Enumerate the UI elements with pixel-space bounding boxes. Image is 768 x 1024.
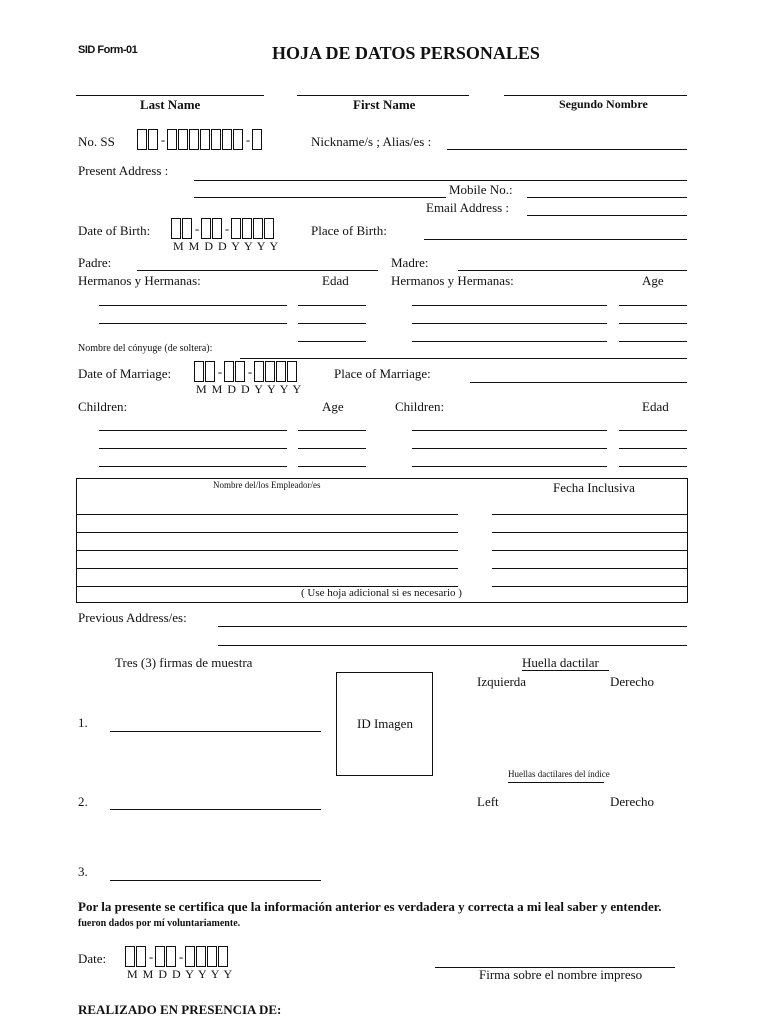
inclusive-dates-row[interactable] xyxy=(492,532,687,533)
certification-text: Por la presente se certifica que la información anterior es verdadera y correcta a mi leal saber y entender. xyxy=(78,899,662,914)
employer-row[interactable] xyxy=(77,550,458,551)
present-address-field-2[interactable] xyxy=(194,197,446,198)
employer-row[interactable] xyxy=(77,568,458,569)
dom-label: Date of Marriage: xyxy=(78,366,172,381)
date-label: Date: xyxy=(78,951,107,966)
child-name-field[interactable] xyxy=(99,430,287,431)
index-prints-label: Huellas dactilares del índice xyxy=(508,769,610,779)
extra-sheet-note: ( Use hoja adicional si es necesario ) xyxy=(301,587,462,599)
middle-name-field[interactable] xyxy=(504,95,687,96)
middle-name-label: Segundo Nombre xyxy=(559,97,648,111)
signature-over-name-label: Firma sobre el nombre impreso xyxy=(479,967,643,982)
last-name-field[interactable] xyxy=(76,95,264,96)
last-name-label: Last Name xyxy=(140,97,201,112)
padre-field[interactable] xyxy=(137,270,378,271)
right-index-label: Derecho xyxy=(610,794,655,809)
sibling-name-field[interactable] xyxy=(99,323,287,324)
sibling-age-field[interactable] xyxy=(298,341,366,342)
children-label-right: Children: xyxy=(395,399,445,414)
child-name-field[interactable] xyxy=(412,430,607,431)
madre-label: Madre: xyxy=(391,255,429,270)
signature-number-3: 3. xyxy=(78,864,88,879)
child-name-field[interactable] xyxy=(412,448,607,449)
form-code: SID Form-01 xyxy=(78,44,138,56)
certification-subtext: fueron dados por mí voluntariamente. xyxy=(78,918,241,929)
child-age-field[interactable] xyxy=(298,448,366,449)
previous-address-label: Previous Address/es: xyxy=(78,610,187,625)
sibling-age-field[interactable] xyxy=(298,305,366,306)
sibling-name-field[interactable] xyxy=(412,305,607,306)
id-photo-label: ID Imagen xyxy=(357,716,413,731)
date-format-hint: M M D D Y Y Y Y xyxy=(127,967,234,981)
present-address-field-1[interactable] xyxy=(194,180,687,181)
page-title: HOJA DE DATOS PERSONALES xyxy=(272,43,540,63)
sibling-age-field[interactable] xyxy=(619,341,687,342)
signature-number-2: 2. xyxy=(78,794,88,809)
children-label-left: Children: xyxy=(78,399,128,414)
sibling-age-field[interactable] xyxy=(619,323,687,324)
siblings-label-left: Hermanos y Hermanas: xyxy=(78,273,201,288)
spouse-label: Nombre del cónyuge (de soltera): xyxy=(78,343,213,354)
child-age-field[interactable] xyxy=(619,466,687,467)
signature-field-1[interactable] xyxy=(110,731,321,732)
previous-address-field-1[interactable] xyxy=(218,626,687,627)
employer-row[interactable] xyxy=(77,514,458,515)
signatures-label: Tres (3) firmas de muestra xyxy=(115,655,253,670)
witness-label: REALIZADO EN PRESENCIA DE: xyxy=(78,1002,282,1017)
pom-field[interactable] xyxy=(470,382,687,383)
left-index-label: Left xyxy=(477,794,499,809)
ss-label: No. SS xyxy=(78,134,115,149)
age-label-right: Age xyxy=(642,273,664,288)
inclusive-dates-row[interactable] xyxy=(492,550,687,551)
spouse-field[interactable] xyxy=(240,358,687,359)
dob-format-hint: M M D D Y Y Y Y xyxy=(173,239,280,253)
ss-number-boxes[interactable]: - - xyxy=(137,128,263,150)
madre-field[interactable] xyxy=(458,270,687,271)
padre-label: Padre: xyxy=(78,255,112,270)
first-name-label: First Name xyxy=(353,97,416,112)
siblings-label-right: Hermanos y Hermanas: xyxy=(391,273,514,288)
inclusive-dates-row[interactable] xyxy=(492,568,687,569)
edad-label-left: Edad xyxy=(322,273,349,288)
child-name-field[interactable] xyxy=(99,448,287,449)
inclusive-dates-row[interactable] xyxy=(492,514,687,515)
employer-row[interactable] xyxy=(77,532,458,533)
child-age-field[interactable] xyxy=(619,430,687,431)
nickname-label: Nickname/s ; Alias/es : xyxy=(311,134,432,149)
sibling-age-field[interactable] xyxy=(619,305,687,306)
child-name-field[interactable] xyxy=(99,466,287,467)
index-prints-underline xyxy=(508,782,604,783)
sibling-age-field[interactable] xyxy=(298,323,366,324)
email-field[interactable] xyxy=(527,215,687,216)
dom-boxes[interactable]: - - xyxy=(194,360,298,382)
sibling-name-field[interactable] xyxy=(412,341,607,342)
sibling-name-field[interactable] xyxy=(99,305,287,306)
sibling-name-field[interactable] xyxy=(412,323,607,324)
fingerprint-underline xyxy=(522,670,609,671)
child-age-field[interactable] xyxy=(298,430,366,431)
employer-label: Nombre del/los Empleador/es xyxy=(213,480,321,490)
dob-label: Date of Birth: xyxy=(78,223,151,238)
inclusive-dates-label: Fecha Inclusiva xyxy=(553,480,635,495)
mobile-field[interactable] xyxy=(527,197,687,198)
pob-field[interactable] xyxy=(424,239,687,240)
email-label: Email Address : xyxy=(426,200,510,215)
nickname-field[interactable] xyxy=(447,149,687,150)
signature-field-2[interactable] xyxy=(110,809,321,810)
first-name-field[interactable] xyxy=(297,95,469,96)
mobile-label: Mobile No.: xyxy=(449,182,513,197)
edad-label-right: Edad xyxy=(642,399,669,414)
inclusive-dates-row[interactable] xyxy=(492,586,687,587)
pob-label: Place of Birth: xyxy=(311,223,387,238)
child-age-field[interactable] xyxy=(619,448,687,449)
child-age-field[interactable] xyxy=(298,466,366,467)
child-name-field[interactable] xyxy=(412,466,607,467)
signature-field-3[interactable] xyxy=(110,880,321,881)
age-label-left: Age xyxy=(322,399,344,414)
right-thumb-label: Derecho xyxy=(610,674,655,689)
pom-label: Place of Marriage: xyxy=(334,366,431,381)
dom-format-hint: M M D D Y Y Y Y xyxy=(196,382,303,396)
dob-boxes[interactable]: - - xyxy=(171,217,275,239)
signature-number-1: 1. xyxy=(78,715,88,730)
previous-address-field-2[interactable] xyxy=(218,645,687,646)
fingerprint-label: Huella dactilar xyxy=(522,655,599,670)
present-address-label: Present Address : xyxy=(78,163,169,178)
left-thumb-label: Izquierda xyxy=(477,674,527,689)
employer-table xyxy=(76,478,688,603)
date-boxes[interactable]: - - xyxy=(125,945,229,967)
